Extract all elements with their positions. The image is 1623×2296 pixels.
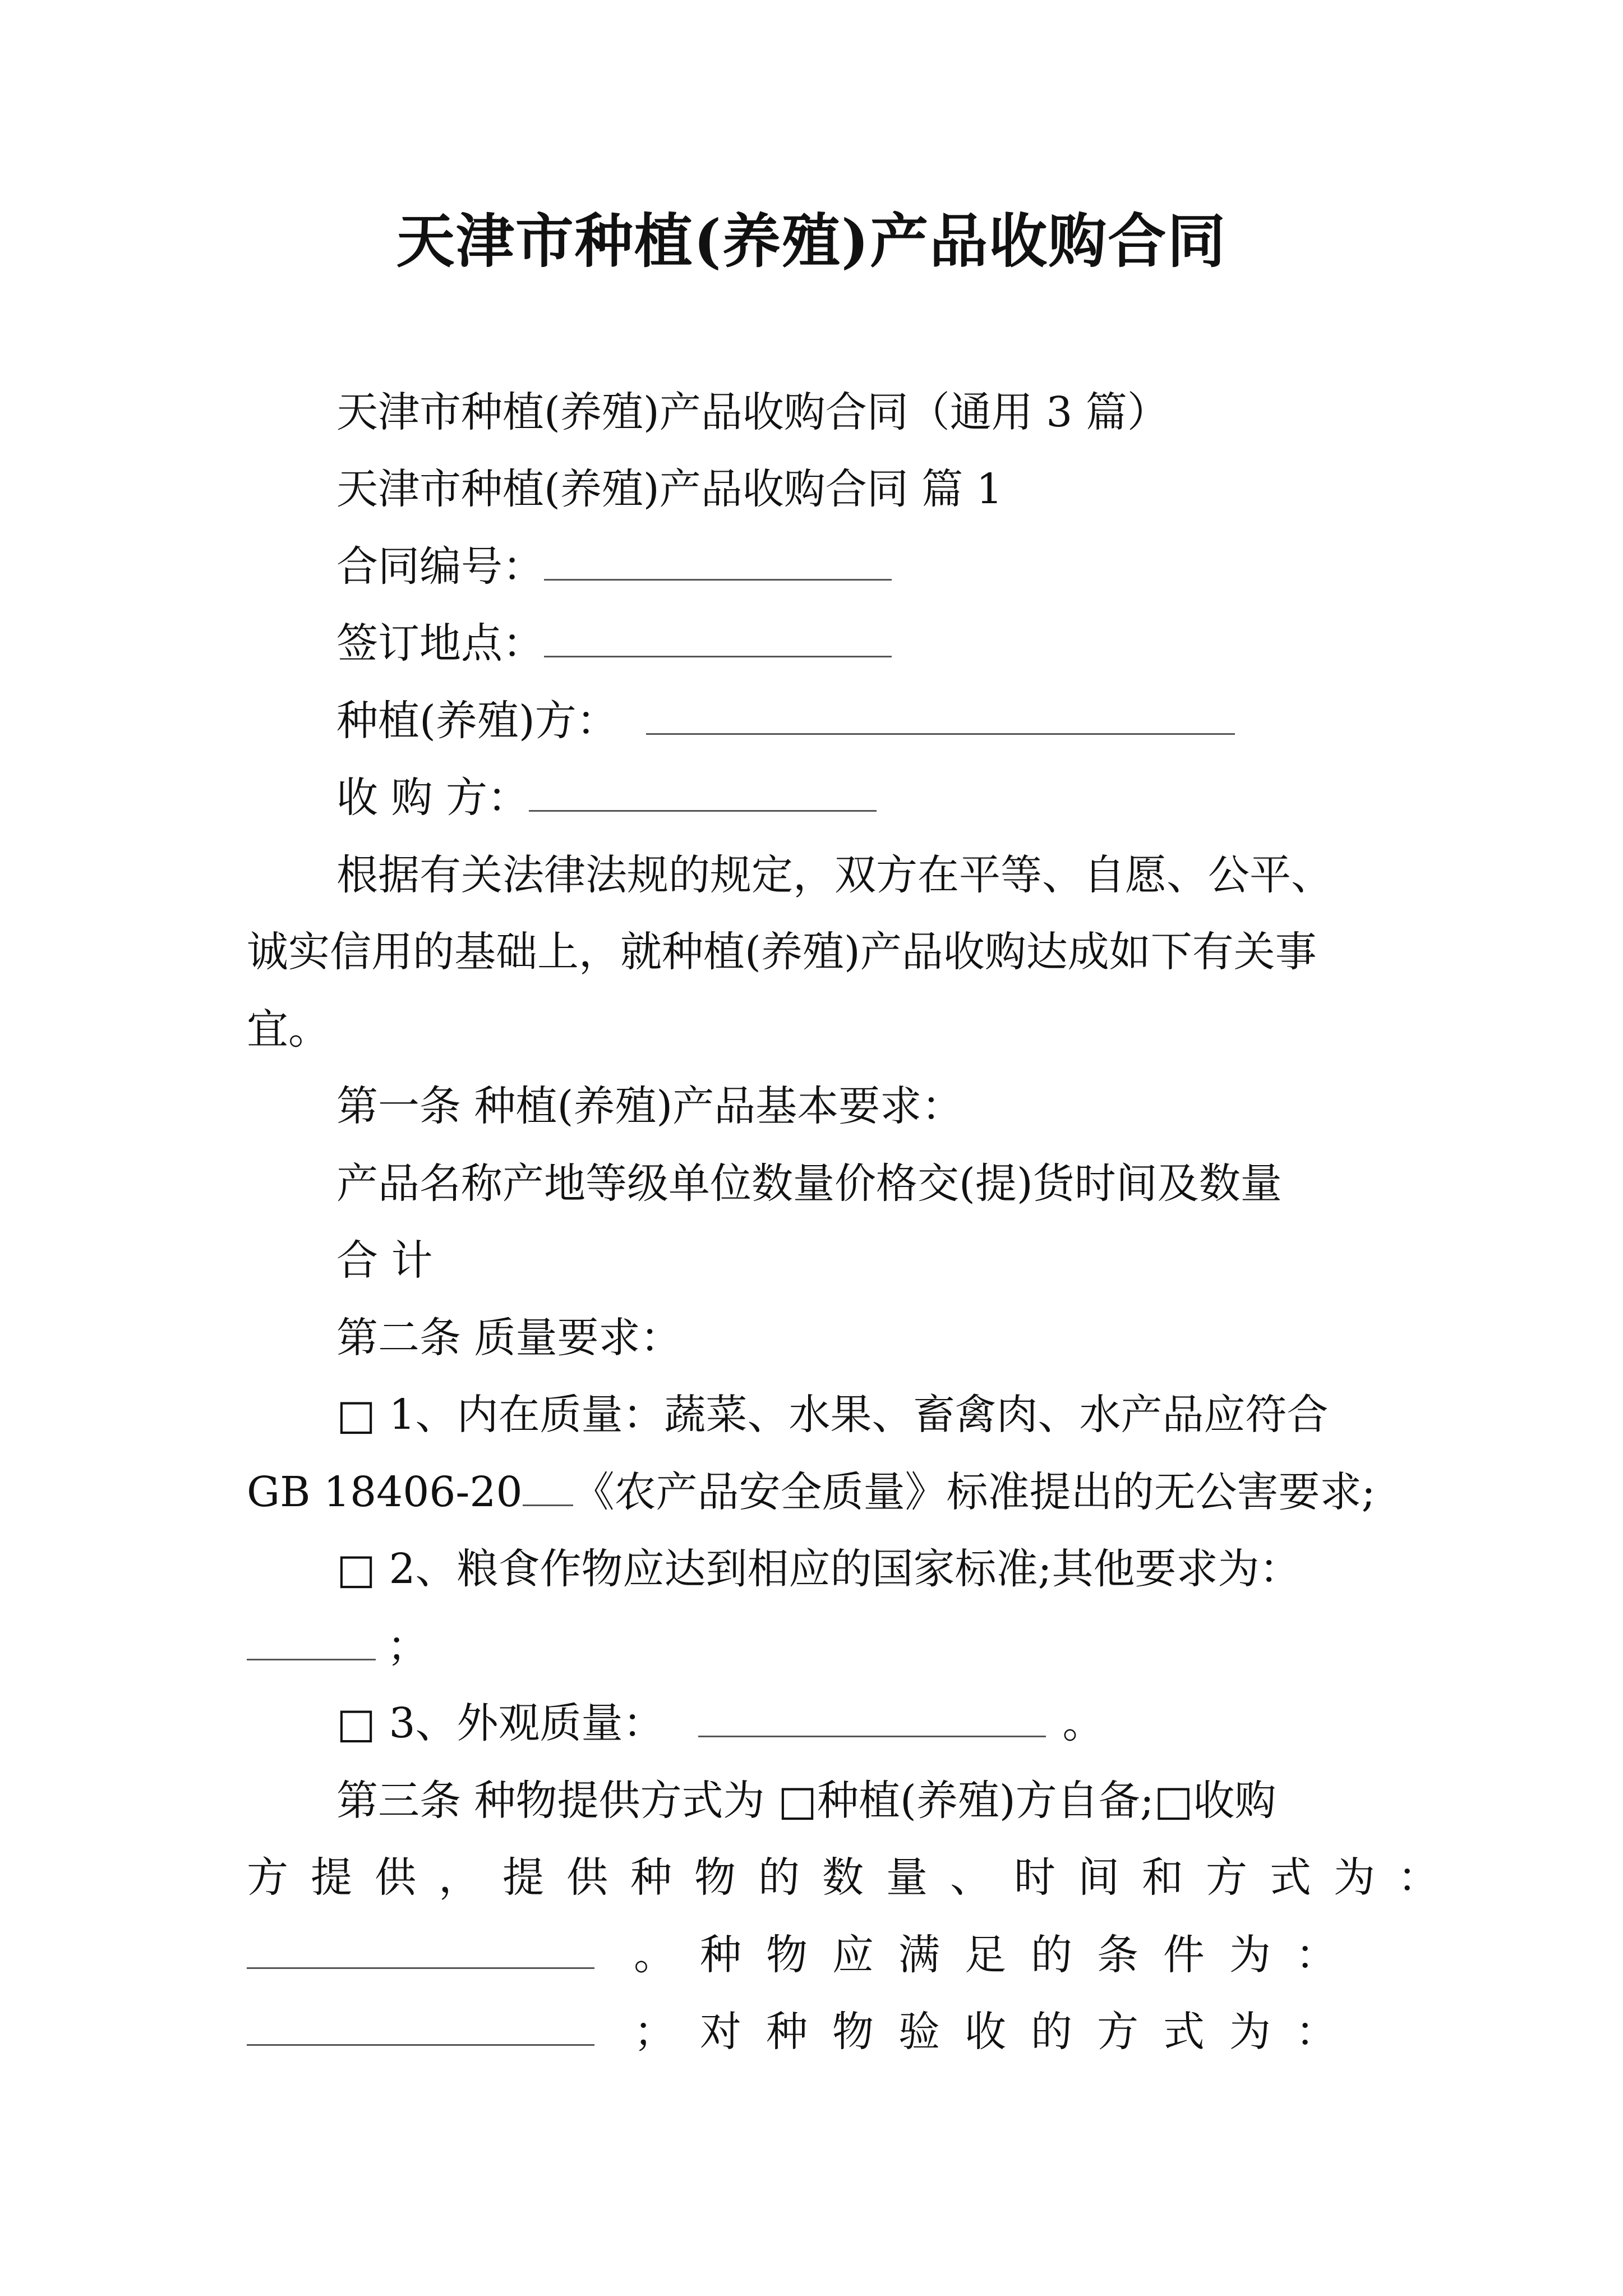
article2-item1-line2	[247, 1461, 1376, 1523]
article1-heading: 第一条 种植(养殖)产品基本要求：	[336, 1082, 963, 1130]
grower-blank	[646, 694, 1235, 735]
intro-line-1: 根据有关法律法规的规定，双方在平等、自愿、公平、	[336, 851, 1332, 899]
article3-line1: 第三条 种物提供方式为 □种植(养殖)方自备;□收购	[336, 1777, 1276, 1825]
article2-item2-line2	[247, 1616, 428, 1677]
document-title: 天津市种植(养殖)产品收购合同	[396, 206, 1227, 275]
seed-acceptance: ；对种物验收的方式为：	[634, 2008, 1362, 2056]
article3-line4	[247, 2001, 1362, 2063]
item2-end: ；	[387, 1622, 428, 1671]
article1-total: 合 计	[336, 1236, 433, 1285]
appearance-blank	[698, 1696, 1046, 1737]
item3-end: 。	[1062, 1699, 1104, 1747]
grower-field	[336, 690, 1235, 752]
intro-line-3: 宜。	[247, 1005, 330, 1053]
standard-text: 《农产品安全质量》标准提出的无公害要求;	[573, 1468, 1376, 1516]
other-requirements-blank	[247, 1619, 376, 1660]
sign-place-field	[336, 613, 892, 674]
seed-conditions: 。种物应满足的条件为：	[634, 1931, 1362, 1979]
sign-place-label: 签订地点：	[336, 619, 544, 668]
contract-no-label: 合同编号：	[336, 542, 544, 591]
article2-item2-line1: □ 2、粮食作物应达到相应的国家标准;其他要求为：	[336, 1545, 1301, 1593]
buyer-field	[336, 767, 877, 829]
seed-conditions-blank	[247, 2005, 594, 2046]
article3-line3	[247, 1924, 1362, 1986]
contract-no-blank	[544, 540, 892, 581]
buyer-label: 收 购 方：	[336, 774, 529, 822]
article2-heading: 第二条 质量要求：	[336, 1314, 682, 1362]
year-blank	[523, 1465, 573, 1506]
seed-supply-blank	[247, 1928, 594, 1969]
article2-item3	[336, 1692, 1104, 1754]
buyer-blank	[529, 771, 877, 812]
appearance-label: □ 3、外观质量：	[336, 1699, 665, 1747]
sign-place-blank	[544, 616, 892, 657]
standard-code: GB 18406-20	[247, 1468, 523, 1516]
article1-table-header: 产品名称产地等级单位数量价格交(提)货时间及数量	[336, 1159, 1282, 1208]
article2-item1-line1: □ 1、内在质量：蔬菜、水果、畜禽肉、水产品应符合	[336, 1391, 1329, 1439]
article3-line2	[247, 1847, 1461, 1908]
contract-no-field	[336, 536, 892, 597]
section-heading: 天津市种植(养殖)产品收购合同 篇 1	[336, 465, 1003, 513]
document-subtitle: 天津市种植(养殖)产品收购合同（通用 3 篇）	[336, 388, 1169, 436]
grower-label: 种植(养殖)方：	[336, 697, 618, 745]
intro-line-2: 诚实信用的基础上，就种植(养殖)产品收购达成如下有关事	[247, 928, 1317, 976]
article3-seed-supply: 方提供，提供种物的数量、时间和方式为：	[247, 1853, 1461, 1902]
